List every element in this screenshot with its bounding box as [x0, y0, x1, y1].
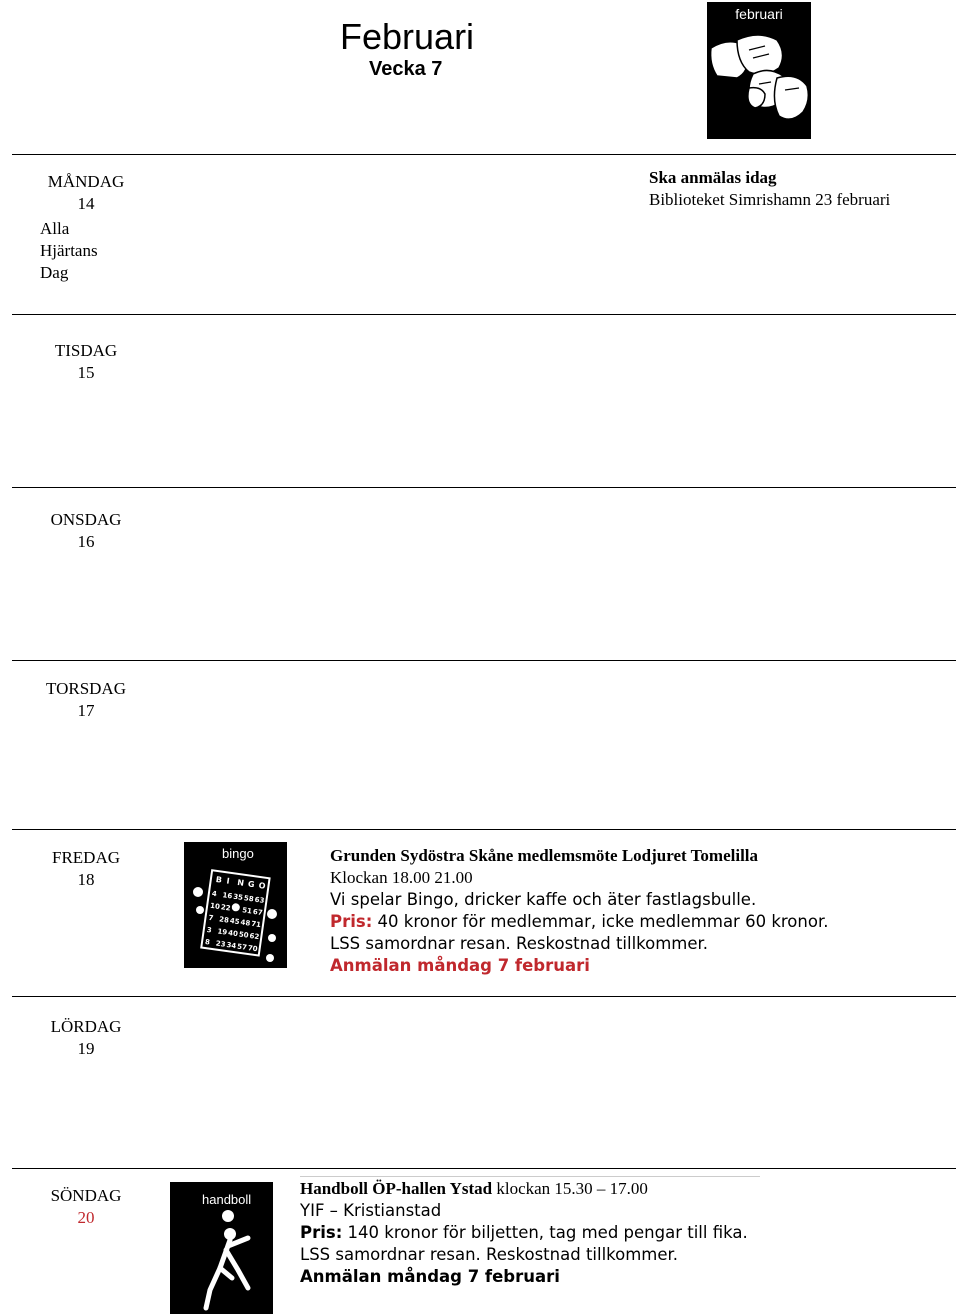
- day-name: MÅNDAG: [47, 172, 125, 191]
- day-saturday: [11, 1016, 161, 1060]
- day-number: 14: [77, 194, 95, 213]
- bingo-number: 48: [240, 918, 251, 928]
- bingo-number: 62: [249, 931, 260, 942]
- price-text: 140 kronor för biljetten, tag med pengar till fika.: [342, 1223, 748, 1242]
- day-number: 16: [77, 532, 95, 551]
- bingo-number: 57: [236, 942, 248, 952]
- divider-5: [12, 829, 956, 830]
- bingo-number: 16: [222, 891, 233, 901]
- bingo-number: 63: [254, 895, 265, 905]
- valentines-note: [40, 218, 98, 284]
- bingo-icon-box: [184, 842, 287, 968]
- day-sunday: [11, 1185, 161, 1229]
- divider-2: [12, 314, 956, 315]
- bingo-number: 4: [211, 889, 218, 899]
- day-monday: [11, 171, 161, 215]
- bingo-number: 22: [220, 903, 232, 913]
- event-title: [300, 1178, 760, 1200]
- bingo-letter: I: [225, 876, 231, 886]
- note-line: Dag: [40, 263, 69, 282]
- title-rest: klockan 15.30 – 17.00: [492, 1179, 648, 1198]
- price-label: Pris:: [330, 912, 373, 931]
- divider-3: [12, 487, 956, 488]
- day-friday: [11, 847, 161, 891]
- day-number: 15: [77, 363, 95, 382]
- day-name: SÖNDAG: [50, 1186, 122, 1205]
- event-transport: LSS samordnar resan. Reskostnad tillkommer.: [330, 934, 709, 953]
- event-signup: Anmälan måndag 7 februari: [300, 1267, 560, 1286]
- event-signup: Anmälan måndag 7 februari: [330, 956, 590, 975]
- bingo-number: 28: [218, 915, 230, 925]
- bingo-number: 51: [241, 906, 253, 916]
- event-description: Vi spelar Bingo, dricker kaffe och äter fastlagsbulle.: [330, 890, 757, 909]
- monday-event: [649, 167, 890, 211]
- bingo-number: 7: [207, 913, 214, 923]
- event-price: [330, 911, 890, 933]
- day-thursday: [11, 678, 161, 722]
- event-teams: YIF – Kristianstad: [300, 1201, 442, 1220]
- handball-icon-box: [170, 1182, 273, 1314]
- bingo-letter: N: [236, 877, 245, 888]
- day-wednesday: [11, 509, 161, 553]
- bingo-card-icon: [184, 866, 287, 966]
- bingo-number: 58: [243, 894, 255, 904]
- event-title: Grunden Sydöstra Skåne medlemsmöte Lodjuret Tomelilla: [330, 846, 759, 865]
- bingo-number: 23: [215, 939, 226, 949]
- day-number: 17: [77, 701, 95, 720]
- bingo-number: 40: [227, 928, 239, 939]
- day-tuesday: [11, 340, 161, 384]
- divider-6: [12, 996, 956, 997]
- bingo-number: 50: [238, 930, 250, 940]
- event-heading: Ska anmälas idag: [649, 168, 777, 187]
- boxing-gloves-icon: [707, 28, 811, 138]
- day-number: 19: [77, 1039, 95, 1058]
- event-detail: Biblioteket Simrishamn 23 februari: [649, 190, 891, 209]
- price-label: Pris:: [300, 1223, 343, 1242]
- friday-event: [330, 845, 890, 977]
- note-line: Alla: [40, 219, 70, 238]
- price-text: 40 kronor för medlemmar, icke medlemmar 60 kronor.: [372, 912, 829, 931]
- divider-7: [12, 1168, 956, 1169]
- title-bold: Handboll ÖP-hallen Ystad: [300, 1179, 493, 1198]
- bingo-number: 8: [204, 937, 211, 947]
- day-name: TORSDAG: [46, 679, 126, 698]
- day-number: 18: [77, 870, 95, 889]
- bingo-number: 34: [225, 940, 237, 951]
- february-icon-box: [707, 2, 811, 139]
- sunday-event: [300, 1176, 760, 1288]
- divider-4: [12, 660, 956, 661]
- bingo-number: 10: [209, 901, 221, 912]
- day-name: LÖRDAG: [50, 1017, 122, 1036]
- bingo-letter: G: [247, 879, 256, 890]
- day-number: 20: [77, 1208, 95, 1227]
- day-name: FREDAG: [51, 848, 120, 867]
- day-name: ONSDAG: [50, 510, 122, 529]
- bingo-letter: B: [215, 874, 223, 885]
- divider-1: [12, 154, 956, 155]
- bingo-number: 45: [229, 916, 241, 927]
- bingo-icon-label: bingo: [222, 846, 254, 861]
- bingo-number: 35: [232, 892, 244, 902]
- event-transport: LSS samordnar resan. Reskostnad tillkommer.: [300, 1245, 679, 1264]
- bingo-number: 3: [206, 925, 213, 935]
- page-title: Februari: [340, 16, 475, 57]
- day-name: TISDAG: [54, 341, 118, 360]
- february-icon-label: februari: [735, 6, 783, 22]
- note-line: Hjärtans: [40, 241, 98, 260]
- event-time: Klockan 18.00 21.00: [330, 868, 473, 887]
- bingo-number: 67: [252, 907, 264, 918]
- week-label: Vecka 7: [369, 58, 443, 80]
- handball-icon-label: handboll: [202, 1192, 252, 1207]
- bingo-number: 71: [250, 919, 262, 930]
- bingo-number: 70: [247, 944, 259, 954]
- bingo-letter: O: [258, 880, 267, 891]
- event-price: [300, 1222, 760, 1244]
- bingo-number: 19: [216, 927, 228, 937]
- handball-player-icon: [170, 1204, 273, 1314]
